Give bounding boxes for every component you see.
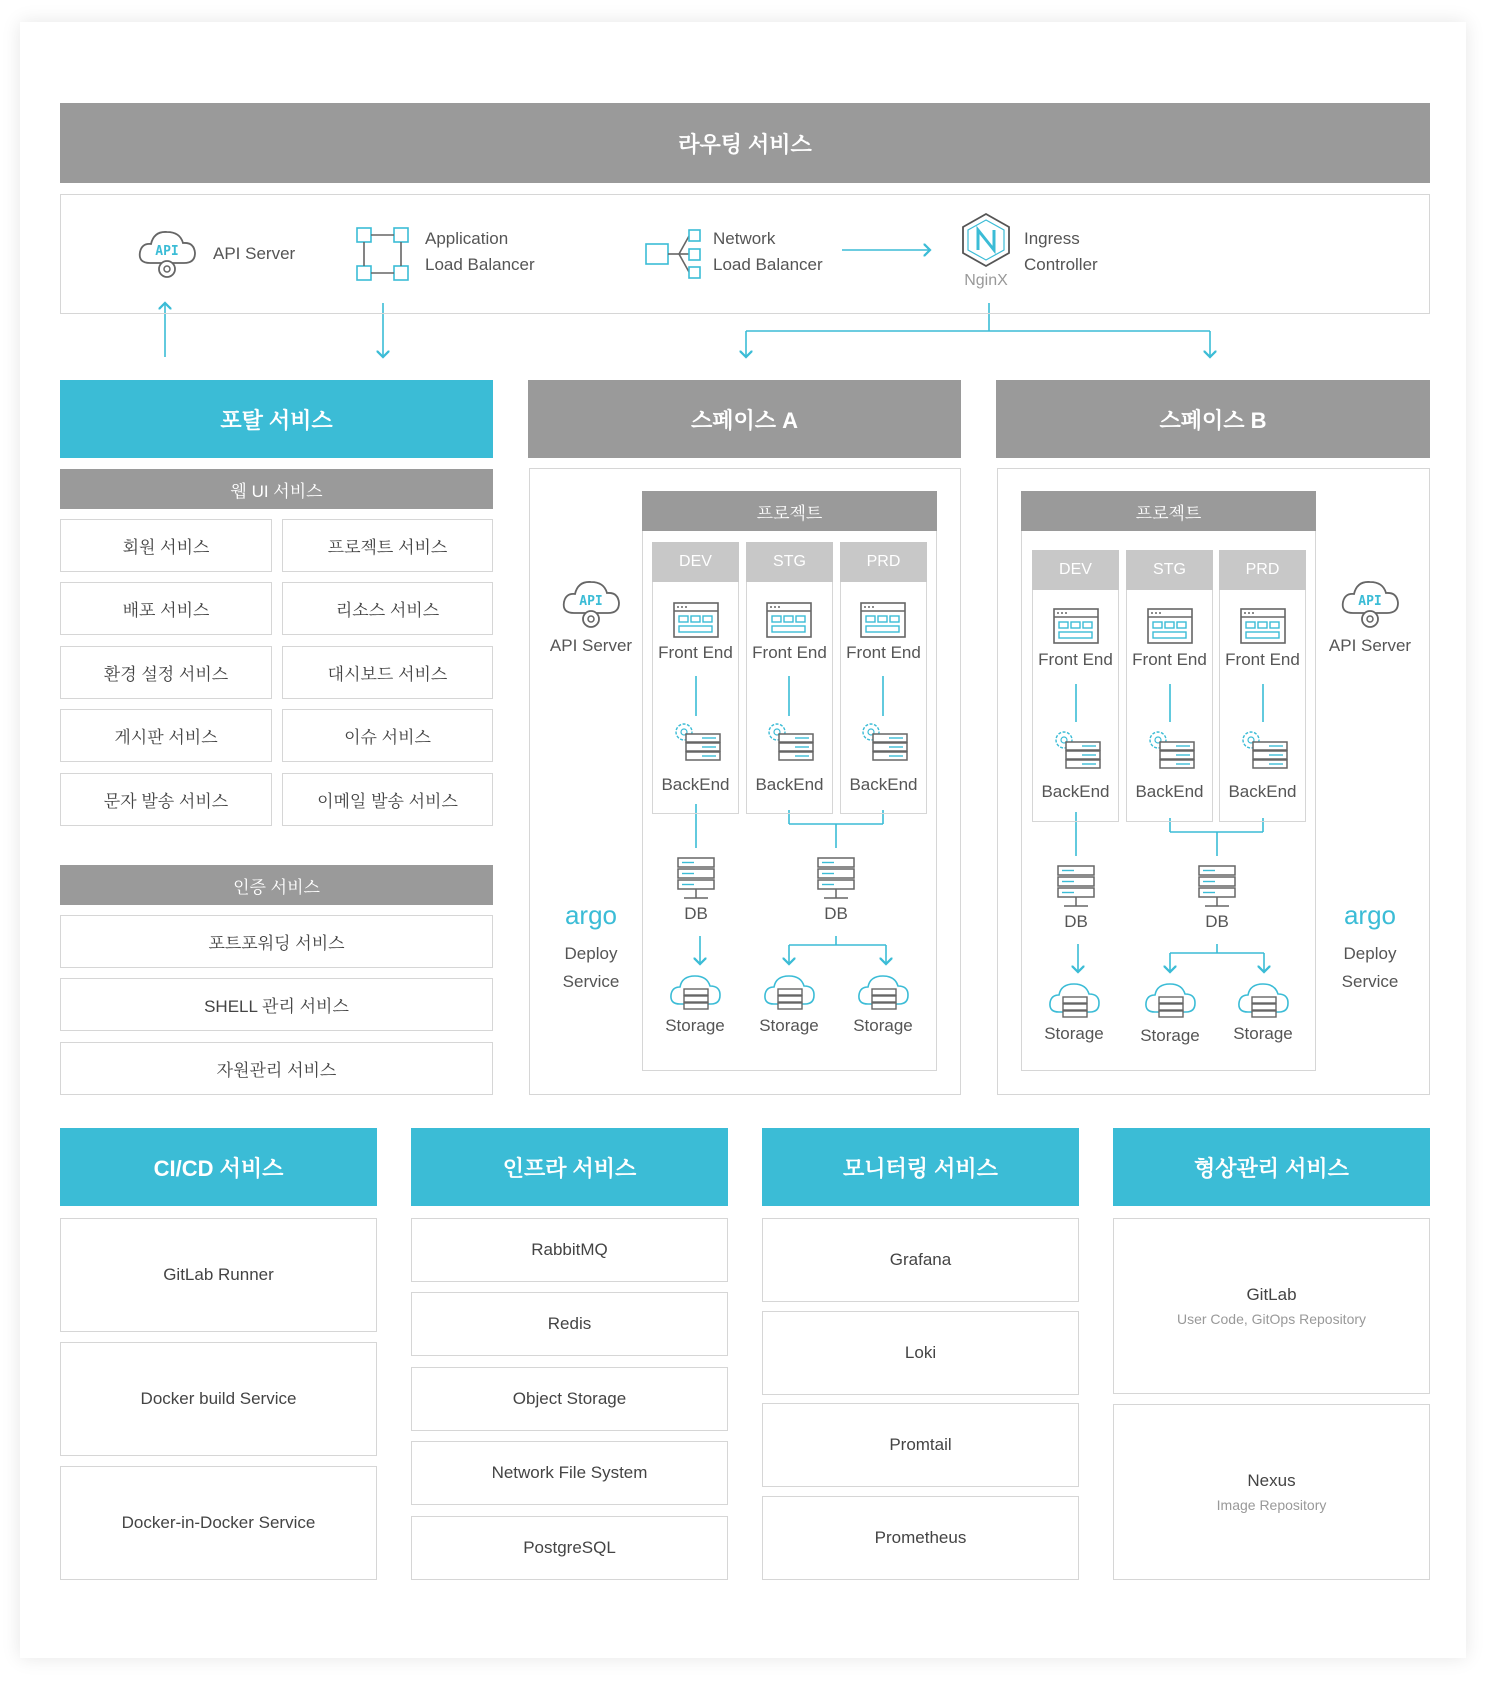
- portal-auth-item: 포트포워딩 서비스: [60, 915, 493, 968]
- portal-auth-item: 자원관리 서비스: [60, 1042, 493, 1095]
- portal-web-item: 프로젝트 서비스: [282, 519, 493, 572]
- infra-service-header: [411, 1128, 728, 1206]
- frontend-label: Front End: [1038, 650, 1113, 669]
- backend-label: BackEnd: [1041, 782, 1110, 801]
- storage-icon: [668, 972, 722, 1010]
- argo-logo-icon: argo: [564, 900, 618, 930]
- space-b-header: [996, 380, 1430, 458]
- frontend-label: Front End: [752, 643, 827, 662]
- scm-service-title: 형상관리 서비스: [1194, 1155, 1349, 1181]
- database-icon: [1197, 864, 1237, 910]
- portal-web-item: 리소스 서비스: [282, 582, 493, 635]
- space-b-api-server-label: API Server: [1328, 636, 1412, 655]
- space-a-header: [528, 380, 961, 458]
- space-b-project-header: [1021, 491, 1316, 531]
- portal-service-title: 포탈 서비스: [220, 407, 333, 433]
- storage-icon: [1236, 980, 1290, 1018]
- space-b-project-title: 프로젝트: [1135, 503, 1202, 523]
- space-a-env-dev: [652, 542, 739, 814]
- space-b-env-dev-label: DEV: [1032, 550, 1119, 590]
- frontend-icon: [673, 602, 719, 638]
- frontend-label: Front End: [1225, 650, 1300, 669]
- monitoring-item: Loki: [762, 1311, 1079, 1395]
- infra-service-title: 인프라 서비스: [502, 1155, 637, 1181]
- auth-service-header: [60, 865, 493, 905]
- space-a-api-server-label: API Server: [549, 636, 633, 655]
- frontend-icon: [1240, 608, 1286, 644]
- storage-icon: [762, 972, 816, 1010]
- scm-item-gitlab: [1113, 1218, 1430, 1394]
- cicd-service-title: CI/CD 서비스: [153, 1155, 284, 1181]
- frontend-icon: [1147, 608, 1193, 644]
- cicd-item: Docker build Service: [60, 1342, 377, 1456]
- infra-item: Network File System: [411, 1441, 728, 1505]
- space-a-title: 스페이스 A: [690, 407, 798, 433]
- routing-api-server-label: API Server: [213, 244, 296, 263]
- backend-icon: [1146, 730, 1196, 772]
- monitoring-item: Promtail: [762, 1403, 1079, 1487]
- infra-item: RabbitMQ: [411, 1218, 728, 1282]
- scm-item-desc: User Code, GitOps Repository: [1176, 1311, 1367, 1327]
- db-label: DB: [824, 904, 848, 923]
- portal-web-item: 게시판 서비스: [60, 709, 272, 762]
- space-a-project-header: [642, 491, 937, 531]
- space-a-project-title: 프로젝트: [756, 503, 823, 523]
- backend-icon: [672, 722, 722, 764]
- storage-label: Storage: [1140, 1026, 1200, 1045]
- backend-label: BackEnd: [1228, 782, 1297, 801]
- svg-text:API: API: [1358, 594, 1382, 609]
- backend-label: BackEnd: [755, 775, 824, 794]
- svg-text:API: API: [579, 594, 603, 609]
- network-load-balancer-icon: [645, 228, 703, 280]
- scm-service-header: [1113, 1128, 1430, 1206]
- backend-label: BackEnd: [661, 775, 730, 794]
- frontend-label: Front End: [658, 643, 733, 662]
- web-ui-service-title: 웹 UI 서비스: [230, 481, 323, 501]
- space-a-env-prd: [840, 542, 927, 814]
- frontend-icon: [766, 602, 812, 638]
- frontend-icon: [860, 602, 906, 638]
- storage-label: Storage: [665, 1016, 725, 1035]
- nlb-label: Network Load Balancer: [713, 229, 823, 274]
- storage-label: Storage: [1233, 1024, 1293, 1043]
- alb-label: Application Load Balancer: [425, 229, 535, 274]
- portal-web-item: 문자 발송 서비스: [60, 773, 272, 826]
- cicd-item: GitLab Runner: [60, 1218, 377, 1332]
- space-a-env-prd-label: PRD: [840, 542, 927, 582]
- api-server-icon: [560, 575, 622, 633]
- portal-web-item: 이슈 서비스: [282, 709, 493, 762]
- portal-web-item: 대시보드 서비스: [282, 646, 493, 699]
- portal-web-item: 이메일 발송 서비스: [282, 773, 493, 826]
- cicd-service-header: [60, 1128, 377, 1206]
- svg-text:API: API: [155, 244, 179, 259]
- space-a-env-stg: [746, 542, 833, 814]
- scm-item-desc: Image Repository: [1216, 1497, 1327, 1513]
- backend-label: BackEnd: [849, 775, 918, 794]
- ingress-controller-label: Ingress Controller: [1024, 229, 1098, 274]
- storage-icon: [1143, 980, 1197, 1018]
- api-server-icon: [1339, 575, 1401, 633]
- portal-web-item: 환경 설정 서비스: [60, 646, 272, 699]
- auth-service-title: 인증 서비스: [233, 877, 320, 897]
- backend-icon: [765, 722, 815, 764]
- database-icon: [676, 856, 716, 902]
- monitoring-item: Grafana: [762, 1218, 1079, 1302]
- space-b-env-prd-label: PRD: [1219, 550, 1306, 590]
- backend-label: BackEnd: [1135, 782, 1204, 801]
- storage-icon: [856, 972, 910, 1010]
- space-a-env-stg-label: STG: [746, 542, 833, 582]
- nginx-label: NginX: [964, 272, 1008, 289]
- monitoring-service-header: [762, 1128, 1079, 1206]
- routing-service-title: 라우팅 서비스: [678, 131, 812, 157]
- monitoring-item: Prometheus: [762, 1496, 1079, 1580]
- cicd-item: Docker-in-Docker Service: [60, 1466, 377, 1580]
- portal-auth-item: SHELL 관리 서비스: [60, 978, 493, 1031]
- nginx-icon: [960, 212, 1012, 268]
- storage-icon: [1047, 980, 1101, 1018]
- storage-label: Storage: [853, 1016, 913, 1035]
- scm-item-name: GitLab: [1246, 1285, 1297, 1304]
- infra-item: Redis: [411, 1292, 728, 1356]
- backend-icon: [859, 722, 909, 764]
- web-ui-service-header: [60, 469, 493, 509]
- portal-web-item: 배포 서비스: [60, 582, 272, 635]
- infra-item: Object Storage: [411, 1367, 728, 1431]
- storage-label: Storage: [759, 1016, 819, 1035]
- db-label: DB: [1064, 912, 1088, 931]
- backend-icon: [1239, 730, 1289, 772]
- frontend-icon: [1053, 608, 1099, 644]
- scm-item-nexus: [1113, 1404, 1430, 1580]
- infra-item: PostgreSQL: [411, 1516, 728, 1580]
- space-a-deploy-service-label: Deploy Service: [562, 944, 620, 991]
- space-b-deploy-service-label: Deploy Service: [1341, 944, 1399, 991]
- database-icon: [816, 856, 856, 902]
- api-server-icon: [136, 225, 198, 283]
- storage-label: Storage: [1044, 1024, 1104, 1043]
- db-label: DB: [684, 904, 708, 923]
- space-a-env-dev-label: DEV: [652, 542, 739, 582]
- backend-icon: [1052, 730, 1102, 772]
- database-icon: [1056, 864, 1096, 910]
- portal-service-header: [60, 380, 493, 458]
- scm-item-name: Nexus: [1247, 1471, 1296, 1490]
- portal-web-item: 회원 서비스: [60, 519, 272, 572]
- routing-service-header: [60, 103, 1430, 183]
- load-balancer-icon: [356, 226, 410, 282]
- frontend-label: Front End: [846, 643, 921, 662]
- monitoring-service-title: 모니터링 서비스: [843, 1155, 998, 1181]
- argo-logo-icon: argo: [1343, 900, 1397, 930]
- space-b-title: 스페이스 B: [1159, 407, 1267, 433]
- space-b-env-stg-label: STG: [1126, 550, 1213, 590]
- frontend-label: Front End: [1132, 650, 1207, 669]
- db-label: DB: [1205, 912, 1229, 931]
